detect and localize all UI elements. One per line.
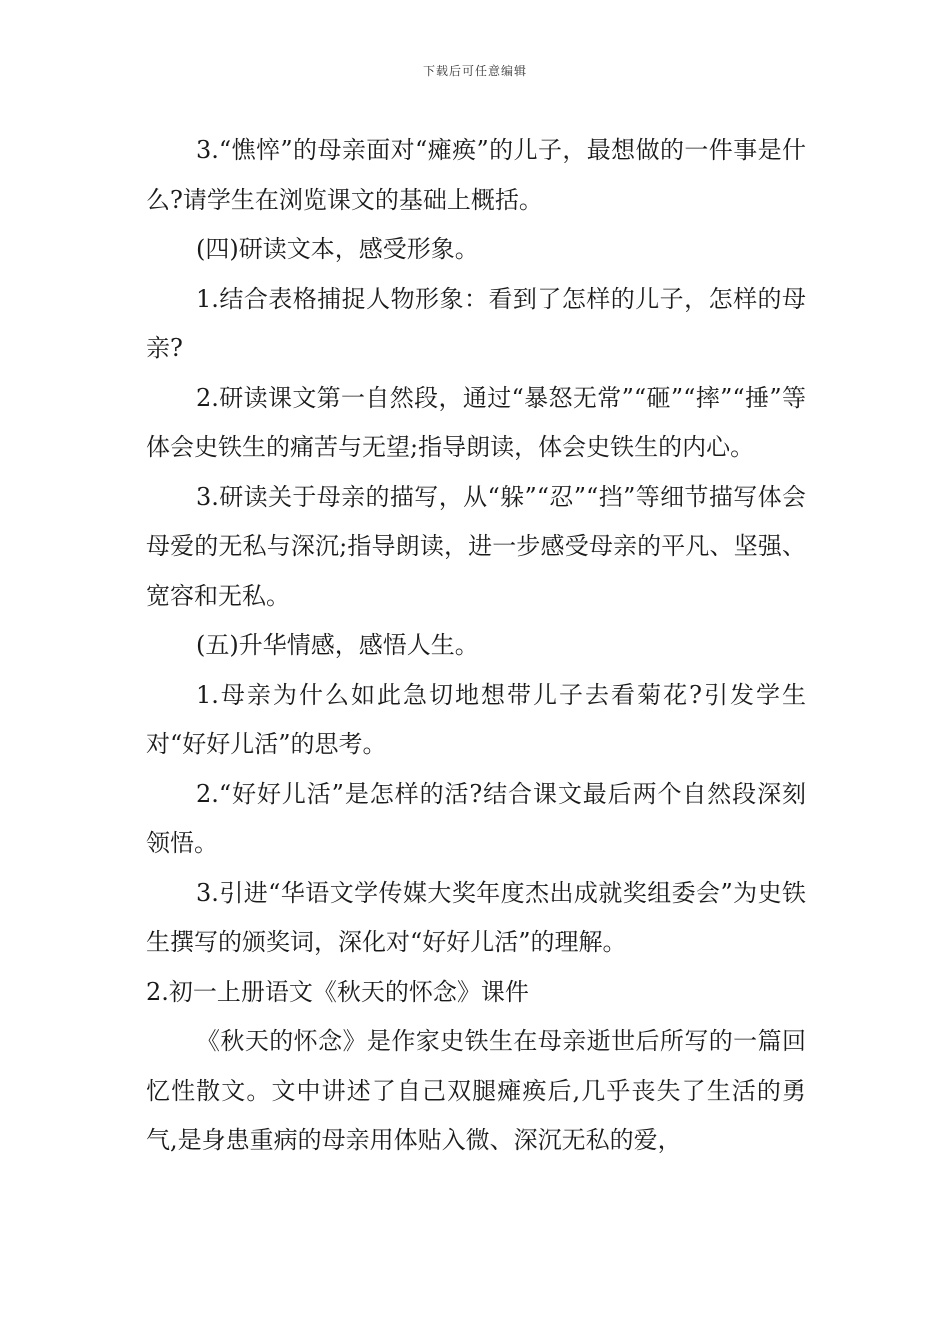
paragraph-chrysanthemum-question: 1.母亲为什么如此急切地想带儿子去看菊花?引发学生对“好好儿活”的思考。 — [146, 680, 806, 758]
paragraph-table-characters: 1.结合表格捕捉人物形象：看到了怎样的儿子，怎样的母亲? — [146, 284, 806, 362]
paragraph-step-3-question: 3.“憔悴”的母亲面对“瘫痪”的儿子，最想做的一件事是什么?请学生在浏览课文的基础上概括。 — [146, 136, 806, 214]
section-title-courseware: 2.初一上册语文《秋天的怀念》课件 — [146, 977, 529, 1006]
paragraph-live-well-question: 2.“好好儿活”是怎样的活?结合课文最后两个自然段深刻领悟。 — [146, 779, 806, 857]
page-header-note: 下载后可任意编辑 — [422, 64, 527, 78]
paragraph-mother-description: 3.研读关于母亲的描写，从“躲”“忍”“挡”等细节描写体会母爱的无私与深沉;指导朗读，进一步感受母亲的平凡、坚强、宽容和无私。 — [146, 482, 806, 610]
paragraph-first-section-study: 2.研读课文第一自然段，通过“暴怒无常”“砸”“摔”“捶”等体会史铁生的痛苦与无望;指导朗读，体会史铁生的内心。 — [146, 383, 806, 461]
section-heading-four: (四)研读文本，感受形象。 — [196, 235, 479, 263]
section-heading-five: (五)升华情感，感悟人生。 — [196, 631, 479, 659]
paragraph-essay-intro: 《秋天的怀念》是作家史铁生在母亲逝世后所写的一篇回忆性散文。文中讲述了自己双腿瘫痪后,几乎丧失了生活的勇气,是身患重病的母亲用体贴入微、深沉无私的爱， — [146, 1027, 806, 1154]
document-body — [146, 126, 806, 1166]
paragraph-award-speech: 3.引进“华语文学传媒大奖年度杰出成就奖组委会”为史铁生撰写的颁奖词，深化对“好好儿活”的理解。 — [146, 878, 806, 956]
